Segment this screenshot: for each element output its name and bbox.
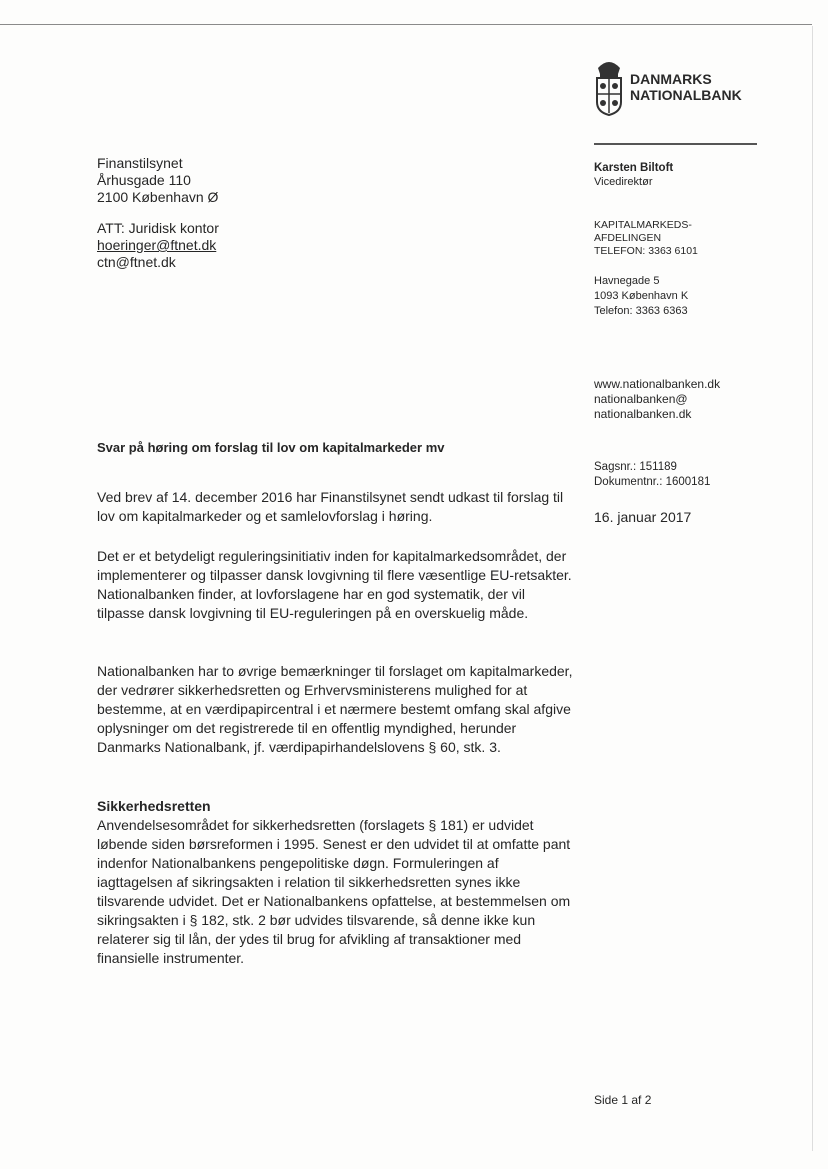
section-heading: Sikkerhedsretten [97,798,211,814]
paragraph-3 [97,662,575,757]
recipient-email-link[interactable]: hoeringer@ftnet.dk [97,237,217,253]
bank-phone: Telefon: 3363 6363 [594,305,688,317]
recipient-line: Århusgade 110 [97,172,191,188]
website: www.nationalbanken.dk [594,377,721,391]
section-sikkerhedsretten [97,797,575,968]
document-number: Dokumentnr.: 1600181 [594,476,711,488]
bank-email-1: nationalbanken@ [594,392,688,406]
bank-logo [594,58,742,116]
reference-block [594,460,710,490]
sender-block [594,161,673,189]
recipient-line: Finanstilsynet [97,155,183,171]
paragraph-1 [97,488,575,526]
logo-rule [594,143,757,145]
logo-text [630,71,742,103]
bank-email-2: nationalbanken.dk [594,407,692,421]
recipient-email: ctn@ftnet.dk [97,254,176,270]
department-block [594,219,698,258]
letter-date: 16. januar 2017 [594,509,692,525]
sender-name: Karsten Biltoft [594,162,674,174]
letter-subject: Svar på høring om forslag til lov om kapitalmarkeder mv [97,440,445,455]
scan-edge [812,26,813,1151]
bank-web-block [594,377,720,422]
case-number: Sagsnr.: 151189 [594,461,677,473]
recipient-contact [97,220,219,271]
recipient-line: 2100 København Ø [97,189,219,205]
department-line: AFDELINGEN [594,232,662,244]
sender-title: Vicedirektør [594,176,653,188]
paragraph-text: Nationalbanken har to øvrige bemærkninger til forslaget om kapitalmarkeder, der vedrører sikkerhedsretten og Erhvervsministerens mulighed for at bestemme, at en værdipapircentral i et nærmere bestemt omfang skal afgive oplysninger om det registrerede til en offentlig myndighed, herunder Danmarks Nationalbank, jf. værdipapirhandelslovens § 60, stk. 3. [97,663,573,755]
attention-line: ATT: Juridisk kontor [97,220,219,236]
recipient-address [97,155,218,206]
paragraph-text: Det er et betydeligt reguleringsinitiativ inden for kapitalmarkedsområdet, der implementerer og tilpasser dansk lovgivning til flere væsentlige EU-retsakter. Nationalbanken finder, at lovforslagene har en god systematik, der vil tilpasse dansk lovgivning til EU-reguleringen på en overskuelig måde. [97,548,572,621]
department-phone: TELEFON: 3363 6101 [594,245,698,257]
coat-of-arms-icon [594,58,624,116]
department-line: KAPITALMARKEDS- [594,219,692,231]
bank-address [594,274,688,319]
paragraph-2 [97,547,575,623]
page-number: Side 1 af 2 [594,1093,652,1107]
logo-line-2: NATIONALBANK [630,87,742,103]
section-text: Anvendelsesområdet for sikkerhedsretten (forslagets § 181) er udvidet løbende siden børsreformen i 1995. Senest er den udvidet til at omfatte pant indenfor Nationalbankens pengepolitiske døgn. Formuleringen af iagttagelsen af sikringsakten i relation til sikkerhedsretten synes ikke tilsvarende udvidet. Det er Nationalbankens opfattelse, at bestemmelsen om sikringsakten i § 182, stk. 2 bør udvides tilsvarende, så denne ikke kun relaterer sig til lån, der ydes til brug for afvikling af transaktioner med finansielle instrumenter. [97,817,571,966]
paragraph-text: Ved brev af 14. december 2016 har Finanstilsynet sendt udkast til forslag til lov om kapitalmarkeder og et samlelovforslag i høring. [97,489,564,524]
top-rule [0,24,812,25]
city: 1093 København K [594,290,689,302]
logo-line-1: DANMARKS [630,71,712,87]
street: Havnegade 5 [594,275,660,287]
